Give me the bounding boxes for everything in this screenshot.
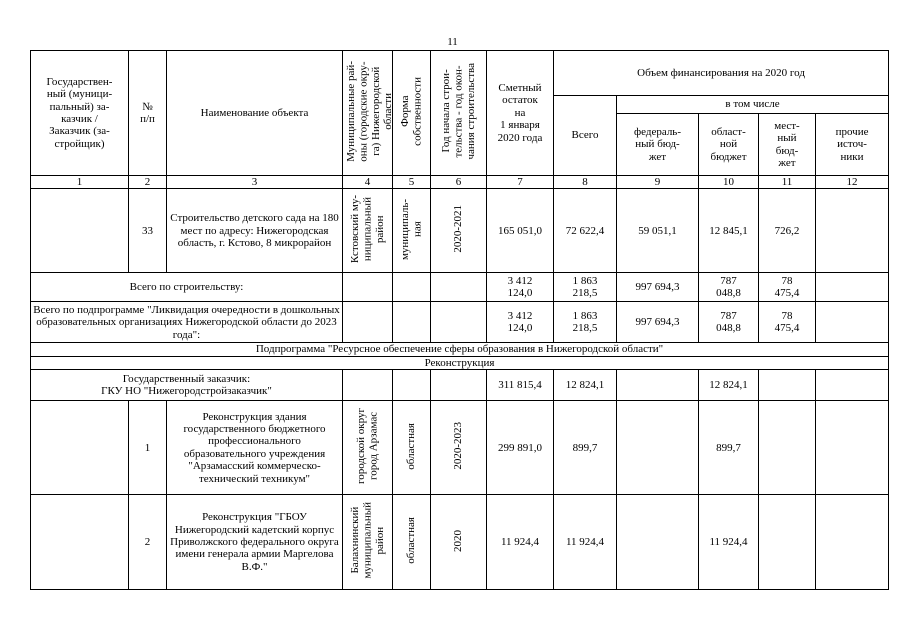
total-cell: 1 863 218,5 bbox=[554, 273, 617, 302]
municipality-cell: Кстовский му- ниципальный район bbox=[343, 189, 393, 273]
customer-cell bbox=[31, 401, 129, 495]
header-estimate-balance: Сметный остаток на 1 января 2020 года bbox=[487, 51, 554, 176]
column-number: 2 bbox=[129, 176, 167, 189]
regional-cell: 787 048,8 bbox=[699, 302, 759, 343]
object-name: Реконструкция здания государственного бюджетного профессионального образовательного учреждения "Арзамасский коммерческо-технический техникум" bbox=[167, 401, 343, 495]
regional-cell: 787 048,8 bbox=[699, 273, 759, 302]
header-local: мест- ный бюд- жет bbox=[759, 114, 816, 176]
years-cell: 2020 bbox=[431, 495, 487, 590]
ownership-cell: областная bbox=[393, 495, 431, 590]
total-cell: 899,7 bbox=[554, 401, 617, 495]
ownership-cell: областная bbox=[393, 401, 431, 495]
ownership-cell: муниципаль- ная bbox=[393, 189, 431, 273]
regional-cell: 11 924,4 bbox=[699, 495, 759, 590]
row-number: 2 bbox=[129, 495, 167, 590]
estimate-cell: 299 891,0 bbox=[487, 401, 554, 495]
funding-table bbox=[30, 50, 889, 590]
column-number: 5 bbox=[393, 176, 431, 189]
table-row bbox=[31, 273, 889, 302]
header-customer: Государствен- ный (муници- пальный) за- казчик / Заказчик (за- стройщик) bbox=[31, 51, 129, 176]
estimate-cell: 3 412 124,0 bbox=[487, 302, 554, 343]
regional-cell: 12 824,1 bbox=[699, 370, 759, 401]
header-other: прочие источ- ники bbox=[816, 114, 889, 176]
municipality-cell: городской округ город Арзамас bbox=[343, 401, 393, 495]
local-cell: 78 475,4 bbox=[759, 302, 816, 343]
federal-cell: 997 694,3 bbox=[617, 302, 699, 343]
customer-label: Государственный заказчик: ГКУ НО "Нижегородстройзаказчик" bbox=[31, 370, 343, 401]
customer-cell bbox=[31, 495, 129, 590]
estimate-cell: 311 815,4 bbox=[487, 370, 554, 401]
header-regional: област- ной бюджет bbox=[699, 114, 759, 176]
column-number: 9 bbox=[617, 176, 699, 189]
municipality-cell: Балахнинский муниципальный район bbox=[343, 495, 393, 590]
header-funding-title: Объем финансирования на 2020 год bbox=[554, 51, 889, 96]
header-num: № п/п bbox=[129, 51, 167, 176]
regional-cell: 899,7 bbox=[699, 401, 759, 495]
total-cell: 72 622,4 bbox=[554, 189, 617, 273]
customer-cell bbox=[31, 189, 129, 273]
object-name: Реконструкция "ГБОУ Нижегородский кадетский корпус Приволжского федерального округа имени генерала армии Маргелова В.Ф." bbox=[167, 495, 343, 590]
header-ownership: Форма собственности bbox=[393, 51, 431, 176]
page-number: 11 bbox=[447, 36, 458, 48]
estimate-cell: 3 412 124,0 bbox=[487, 273, 554, 302]
column-number: 6 bbox=[431, 176, 487, 189]
header-object-name: Наименование объекта bbox=[167, 51, 343, 176]
column-number: 11 bbox=[759, 176, 816, 189]
table-row bbox=[31, 370, 889, 401]
federal-cell: 997 694,3 bbox=[617, 273, 699, 302]
header-total: Всего bbox=[554, 96, 617, 176]
column-number: 8 bbox=[554, 176, 617, 189]
column-number: 1 bbox=[31, 176, 129, 189]
header-including: в том числе bbox=[617, 96, 889, 114]
column-number: 3 bbox=[167, 176, 343, 189]
regional-cell: 12 845,1 bbox=[699, 189, 759, 273]
total-cell: 1 863 218,5 bbox=[554, 302, 617, 343]
estimate-cell: 165 051,0 bbox=[487, 189, 554, 273]
header-years: Год начала строи- тельства - год окон- чания строительства bbox=[431, 51, 487, 176]
subprogram-total-label: Всего по подпрограмме "Ликвидация очередности в дошкольных образовательных организациях Нижегородской области до 2023 года": bbox=[31, 302, 343, 343]
local-cell: 726,2 bbox=[759, 189, 816, 273]
subprogram-title: Подпрограмма "Ресурсное обеспечение сферы образования в Нижегородской области" bbox=[31, 343, 889, 356]
row-number: 1 bbox=[129, 401, 167, 495]
row-number: 33 bbox=[129, 189, 167, 273]
column-number: 10 bbox=[699, 176, 759, 189]
other-cell bbox=[816, 189, 889, 273]
header-federal: федераль- ный бюд- жет bbox=[617, 114, 699, 176]
column-number: 7 bbox=[487, 176, 554, 189]
column-number: 12 bbox=[816, 176, 889, 189]
table-row bbox=[31, 302, 889, 343]
table-row bbox=[31, 495, 889, 590]
estimate-cell: 11 924,4 bbox=[487, 495, 554, 590]
total-cell: 12 824,1 bbox=[554, 370, 617, 401]
federal-cell: 59 051,1 bbox=[617, 189, 699, 273]
object-name: Строительство детского сада на 180 мест по адресу: Нижегородская область, г. Кстово, 8 микрорайон bbox=[167, 189, 343, 273]
years-cell: 2020-2021 bbox=[431, 189, 487, 273]
local-cell: 78 475,4 bbox=[759, 273, 816, 302]
column-number: 4 bbox=[343, 176, 393, 189]
construction-total-label: Всего по строительству: bbox=[31, 273, 343, 302]
section-title: Реконструкция bbox=[31, 356, 889, 369]
total-cell: 11 924,4 bbox=[554, 495, 617, 590]
table-row bbox=[31, 189, 889, 273]
header-municipality: Муниципальные рай- оны (городские окру- га) Нижегородской области bbox=[343, 51, 393, 176]
years-cell: 2020-2023 bbox=[431, 401, 487, 495]
table-row bbox=[31, 401, 889, 495]
